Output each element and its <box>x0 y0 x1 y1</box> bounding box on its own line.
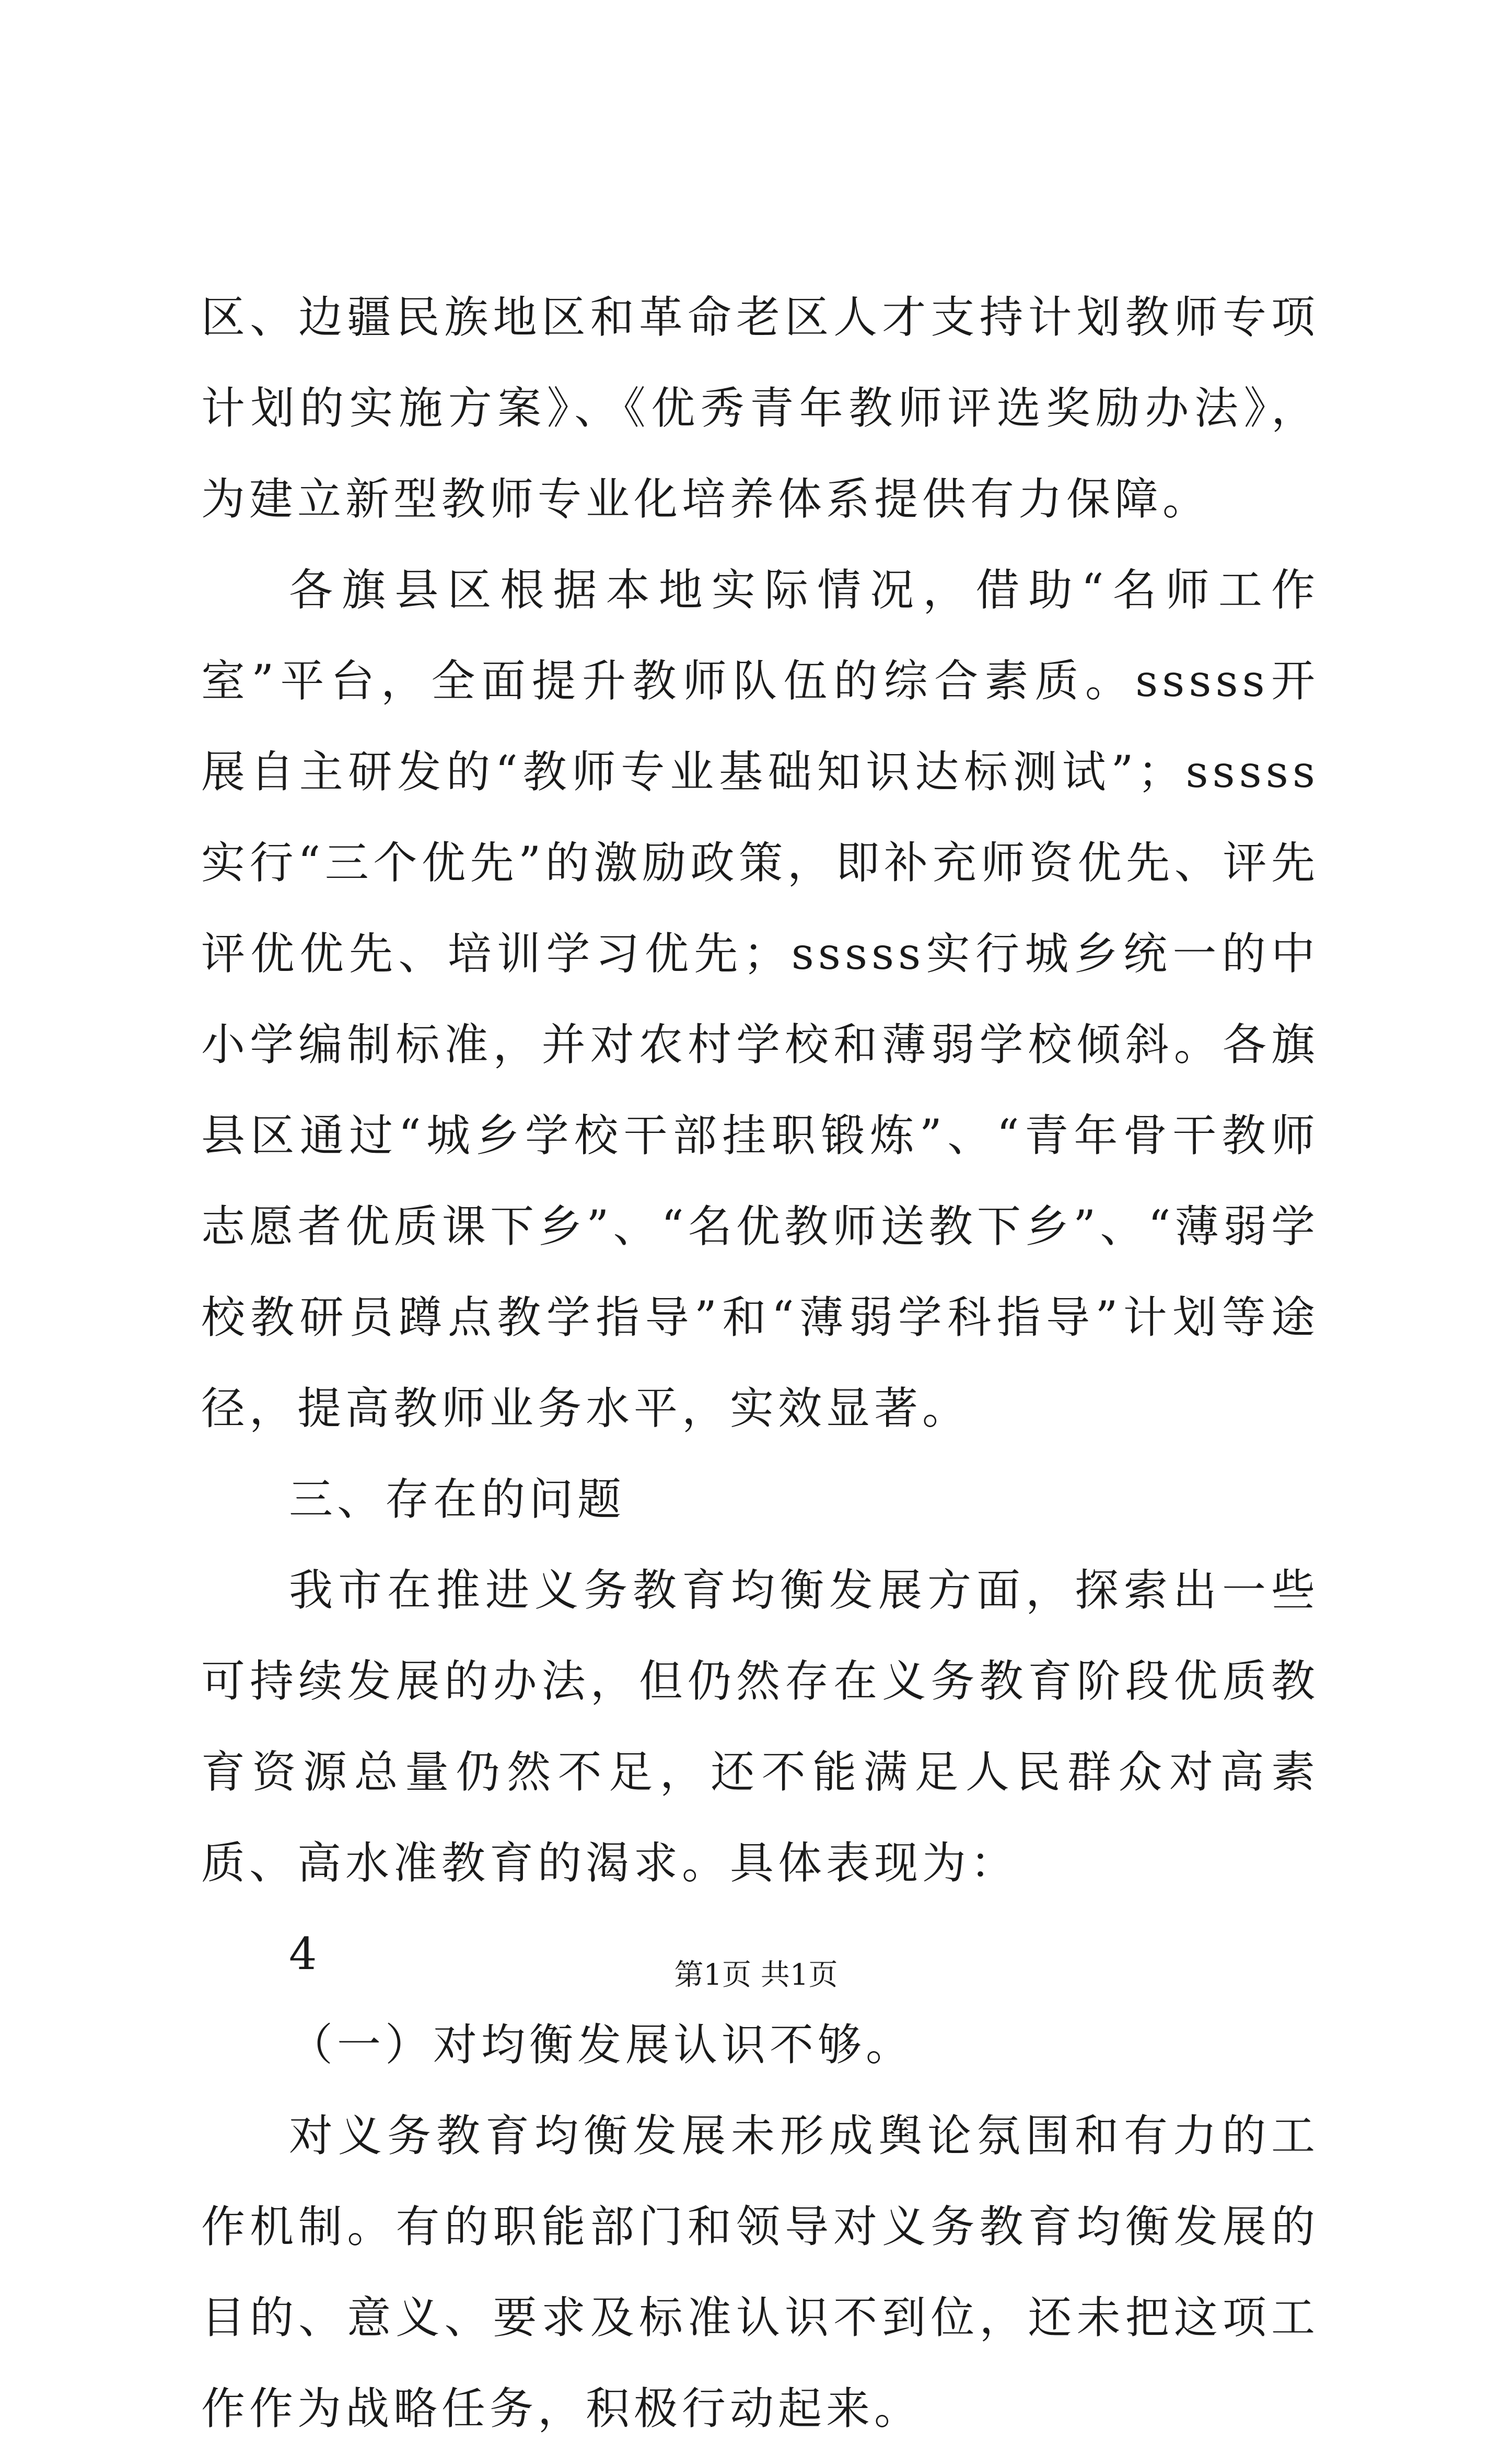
subheading-awareness: （一）对均衡发展认识不够。 <box>289 2019 914 2070</box>
paragraph-continuation: 区、边疆民族地区和革命老区人才支持计划教师专项计划的实施方案》、《优秀青年教师评选奖励办法》，为建立新型教师专业化培养体系提供有力保障。 <box>201 292 1319 525</box>
paragraph-awareness: 对义务教育均衡发展未形成舆论氛围和有力的工作机制。有的职能部门和领导对义务教育均衡发展的目的、意义、要求及标准认识不到位，还未把这项工作作为战略任务，积极行动起来。 <box>201 2110 1319 2434</box>
stray-number: 4 <box>289 1928 321 1980</box>
section-heading-problems: 三、存在的问题 <box>289 1474 626 1525</box>
paragraph-teacher-quality: 各旗县区根据本地实际情况，借助“名师工作室”平台，全面提升教师队伍的综合素质。sssss开展自主研发的“教师专业基础知识达标测试”；sssss实行“三个优先”的激励政策，即补充师资优先、评先评优优先、培训学习优先；sssss实行城乡统一的中小学编制标准，并对农村学校和薄弱学校倾斜。各旗县区通过“城乡学校干部挂职锻炼”、“青年骨干教师志愿者优质课下乡”、“名优教师送教下乡”、“薄弱学校教研员蹲点教学指导”和“薄弱学科指导”计划等途径，提高教师业务水平，实效显著。 <box>201 564 1319 1434</box>
paragraph-problems-intro: 我市在推进义务教育均衡发展方面，探索出一些可持续发展的办法，但仍然存在义务教育阶段优质教育资源总量仍然不足，还不能满足人民群众对高素质、高水准教育的渴求。具体表现为： <box>201 1565 1319 1889</box>
document-body <box>201 272 1319 2454</box>
page-number-footer: 第1页 共1页 <box>674 1958 838 1992</box>
